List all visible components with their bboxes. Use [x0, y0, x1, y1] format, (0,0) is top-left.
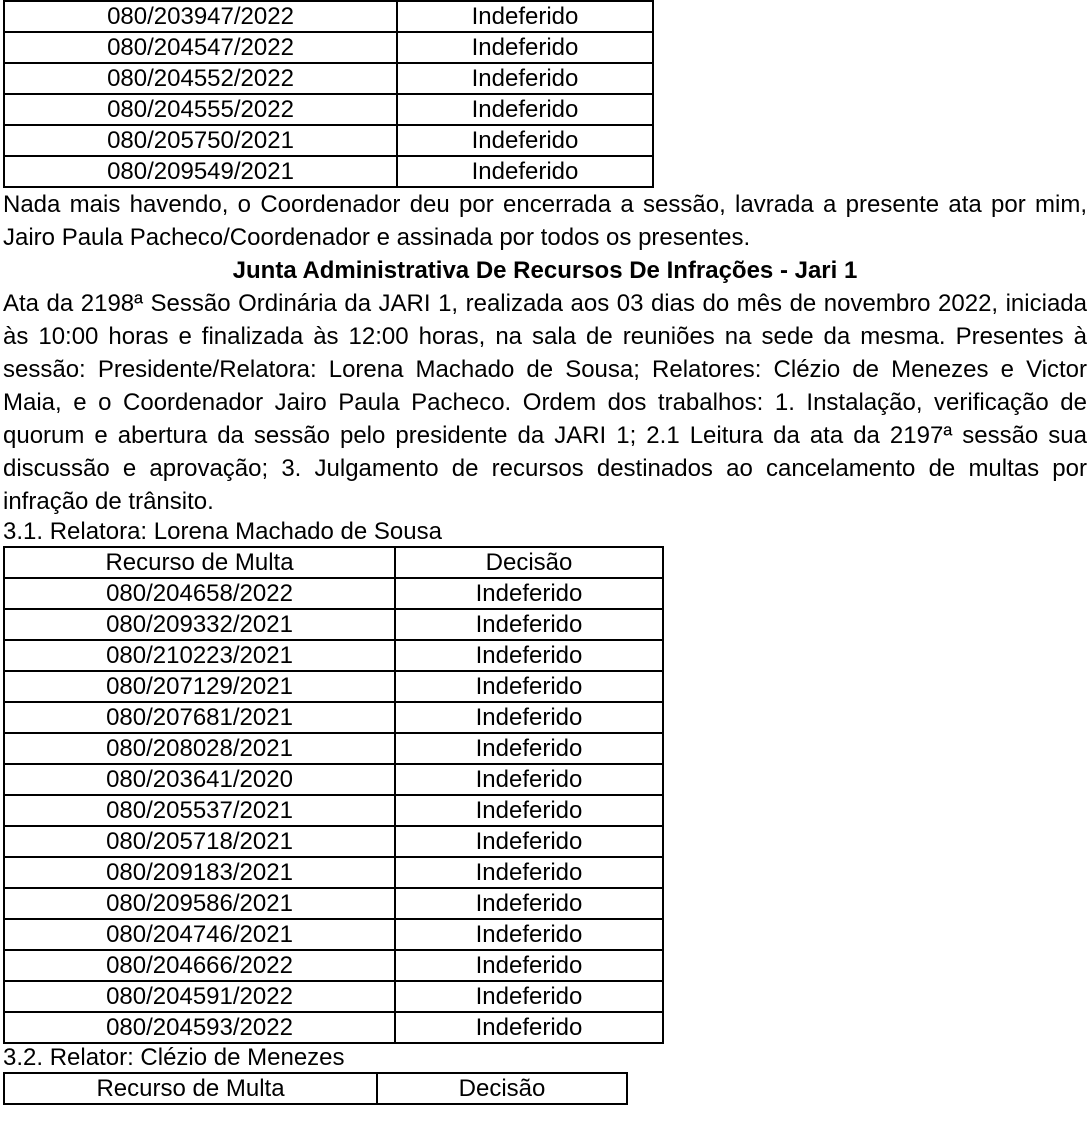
decisao-cell: Indeferido	[395, 795, 663, 826]
table-row	[4, 888, 663, 919]
recurso-cell: 080/204547/2022	[4, 32, 397, 63]
decisao-cell: Indeferido	[397, 125, 653, 156]
header-decisao: Decisão	[377, 1073, 627, 1104]
recurso-cell: 080/204746/2021	[4, 919, 395, 950]
top-decisions-table-body	[4, 1, 653, 187]
recurso-cell: 080/205750/2021	[4, 125, 397, 156]
minutes-paragraph: Ata da 2198ª Sessão Ordinária da JARI 1, realizada aos 03 dias do mês de novembro 2022, iniciada às 10:00 horas e finalizada às 12:00 horas, na sala de reuniões na sede da mesma. Presentes à sessão: Presidente/Relatora: Lorena Machado de Sousa; Relatores: Clézio de Menezes e Victor Maia, e o Coordenador Jairo Paula Pacheco. Ordem dos trabalhos: 1. Instalação, verificação de quorum e abertura da sessão pelo presidente da JARI 1; 2.1 Leitura da ata da 2197ª sessão sua discussão e aprovação; 3. Julgamento de recursos destinados ao cancelamento de multas por infração de trânsito.	[3, 290, 1087, 515]
table-row	[4, 826, 663, 857]
decisions-table-a	[3, 546, 664, 1044]
table-row	[4, 702, 663, 733]
table-row	[4, 857, 663, 888]
table-row	[4, 94, 653, 125]
decisao-cell: Indeferido	[395, 702, 663, 733]
recurso-cell: 080/204591/2022	[4, 981, 395, 1012]
rapporteur-label-b: 3.2. Relator: Clézio de Menezes	[3, 1044, 345, 1071]
table-row	[4, 640, 663, 671]
table-row	[4, 125, 653, 156]
recurso-cell: 080/204666/2022	[4, 950, 395, 981]
recurso-cell: 080/210223/2021	[4, 640, 395, 671]
table-row	[4, 609, 663, 640]
table-row	[4, 919, 663, 950]
decisao-cell: Indeferido	[397, 32, 653, 63]
table-row	[4, 671, 663, 702]
table-row	[4, 578, 663, 609]
table-row	[4, 795, 663, 826]
section-heading: Junta Administrativa De Recursos De Infrações - Jari 1	[232, 257, 858, 284]
decisao-cell: Indeferido	[395, 640, 663, 671]
recurso-cell: 080/209549/2021	[4, 156, 397, 187]
table-row	[4, 32, 653, 63]
table-row	[4, 733, 663, 764]
decisions-table-a-body	[4, 547, 663, 1043]
decisao-cell: Indeferido	[397, 94, 653, 125]
table-row	[4, 981, 663, 1012]
recurso-cell: 080/207129/2021	[4, 671, 395, 702]
decisao-cell: Indeferido	[397, 63, 653, 94]
recurso-cell: 080/204593/2022	[4, 1012, 395, 1043]
table-header-row	[4, 547, 663, 578]
decisao-cell: Indeferido	[395, 733, 663, 764]
header-recurso: Recurso de Multa	[4, 547, 395, 578]
decisao-cell: Indeferido	[395, 919, 663, 950]
recurso-cell: 080/204555/2022	[4, 94, 397, 125]
decisao-cell: Indeferido	[395, 764, 663, 795]
rapporteur-label-a: 3.1. Relatora: Lorena Machado de Sousa	[3, 518, 442, 545]
decisao-cell: Indeferido	[397, 156, 653, 187]
decisao-cell: Indeferido	[395, 578, 663, 609]
recurso-cell: 080/205718/2021	[4, 826, 395, 857]
decisao-cell: Indeferido	[395, 671, 663, 702]
header-recurso: Recurso de Multa	[4, 1073, 377, 1104]
table-row	[4, 1012, 663, 1043]
decisao-cell: Indeferido	[395, 888, 663, 919]
decisions-table-b-body	[4, 1073, 627, 1104]
decisao-cell: Indeferido	[397, 1, 653, 32]
decisao-cell: Indeferido	[395, 981, 663, 1012]
recurso-cell: 080/209586/2021	[4, 888, 395, 919]
recurso-cell: 080/207681/2021	[4, 702, 395, 733]
recurso-cell: 080/208028/2021	[4, 733, 395, 764]
table-row	[4, 764, 663, 795]
decisao-cell: Indeferido	[395, 609, 663, 640]
recurso-cell: 080/203641/2020	[4, 764, 395, 795]
table-row	[4, 63, 653, 94]
recurso-cell: 080/203947/2022	[4, 1, 397, 32]
decisao-cell: Indeferido	[395, 857, 663, 888]
recurso-cell: 080/204552/2022	[4, 63, 397, 94]
decisao-cell: Indeferido	[395, 950, 663, 981]
decisions-table-b	[3, 1072, 628, 1105]
header-decisao: Decisão	[395, 547, 663, 578]
recurso-cell: 080/209183/2021	[4, 857, 395, 888]
table-header-row	[4, 1073, 627, 1104]
table-row	[4, 950, 663, 981]
recurso-cell: 080/204658/2022	[4, 578, 395, 609]
recurso-cell: 080/205537/2021	[4, 795, 395, 826]
table-row	[4, 1, 653, 32]
decisao-cell: Indeferido	[395, 1012, 663, 1043]
recurso-cell: 080/209332/2021	[4, 609, 395, 640]
decisao-cell: Indeferido	[395, 826, 663, 857]
top-decisions-table	[3, 0, 654, 188]
table-row	[4, 156, 653, 187]
closing-paragraph: Nada mais havendo, o Coordenador deu por encerrada a sessão, lavrada a presente ata por mim, Jairo Paula Pacheco/Coordenador e assinada por todos os presentes.	[3, 191, 1087, 251]
